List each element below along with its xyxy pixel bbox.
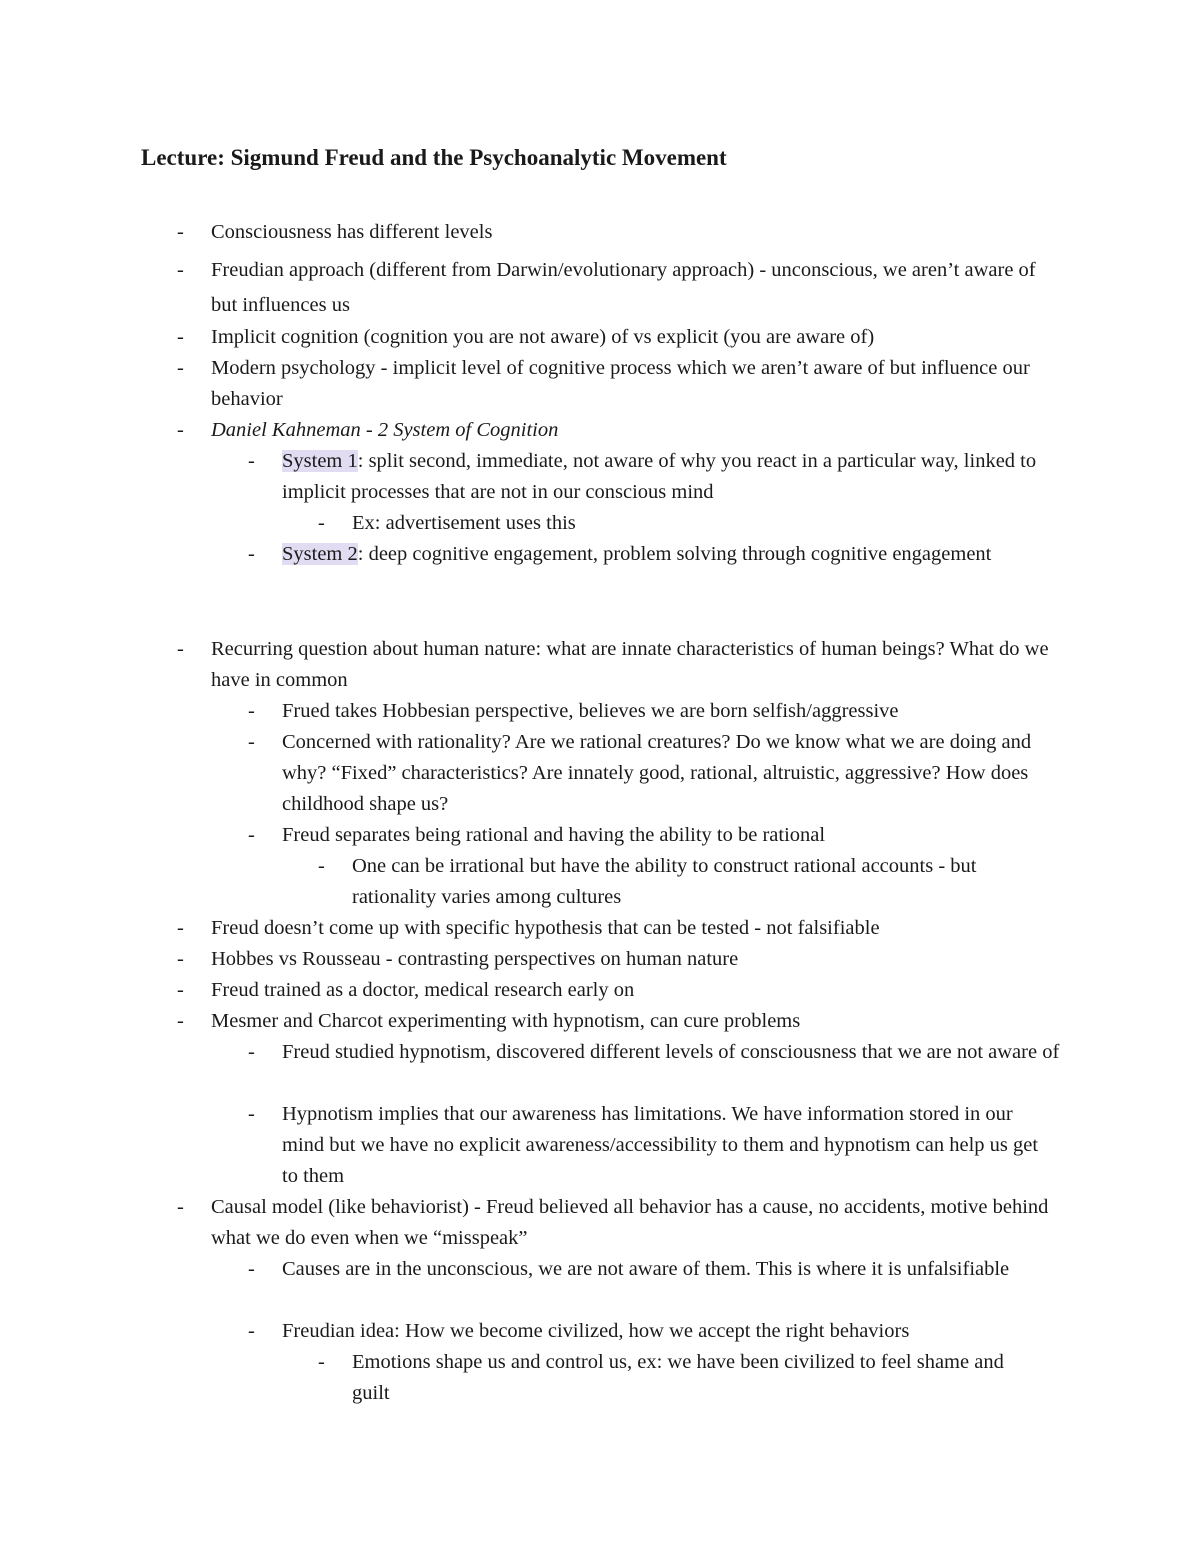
list-item-text: Freud studied hypnotism, discovered different levels of consciousness that we are not aware of bbox=[282, 1041, 1060, 1063]
page-title: Lecture: Sigmund Freud and the Psychoanalytic Movement bbox=[141, 145, 727, 170]
list-item bbox=[248, 539, 1002, 570]
list-item-text: Freud doesn’t come up with specific hypothesis that can be tested - not falsifiable bbox=[211, 917, 880, 939]
list-item-text: Ex: advertisement uses this bbox=[352, 512, 576, 534]
list-item-text: Recurring question about human nature: what are innate characteristics of human beings? What do we have in common bbox=[211, 638, 1049, 691]
list-item-text: Concerned with rationality? Are we rational creatures? Do we know what we are doing and why? “Fixed” characteristics? Are innately good, rational, altruistic, aggressive? How does childhood shape us? bbox=[282, 731, 1032, 815]
list-item-text: Freudian approach (different from Darwin/evolutionary approach) - unconscious, we aren’t aware of but influences us bbox=[211, 259, 1036, 316]
bullet-dash: - bbox=[248, 450, 255, 472]
list-item bbox=[177, 415, 1041, 446]
list-item-text: Freudian idea: How we become civilized, how we accept the right behaviors bbox=[282, 1320, 910, 1342]
list-item bbox=[177, 217, 1071, 248]
bullet-dash: - bbox=[318, 855, 325, 877]
list-item-text: Implicit cognition (cognition you are not aware) of vs explicit (you are aware of) bbox=[211, 326, 875, 348]
bullet-dash: - bbox=[177, 259, 184, 281]
list-item-text: Freud trained as a doctor, medical research early on bbox=[211, 979, 635, 1001]
list-item-text: : split second, immediate, not aware of why you react in a particular way, linked to implicit processes that are not in our conscious mind bbox=[282, 450, 1037, 503]
list-item-text: Consciousness has different levels bbox=[211, 221, 493, 243]
list-item-text: Causes are in the unconscious, we are not aware of them. This is where it is unfalsifiable bbox=[282, 1258, 1010, 1280]
list-item bbox=[318, 508, 1052, 539]
list-item-text: Causal model (like behaviorist) - Freud believed all behavior has a cause, no accidents, motive behind what we do even when we “misspeak” bbox=[211, 1196, 1049, 1249]
list-item bbox=[248, 1254, 1042, 1285]
bullet-dash: - bbox=[177, 979, 184, 1001]
bullet-dash: - bbox=[248, 1103, 255, 1125]
bullet-dash: - bbox=[177, 357, 184, 379]
bullet-dash: - bbox=[177, 1196, 184, 1218]
list-item bbox=[177, 975, 1071, 1006]
list-item bbox=[248, 1316, 1072, 1347]
bullet-dash: - bbox=[318, 512, 325, 534]
list-item-text: Mesmer and Charcot experimenting with hypnotism, can cure problems bbox=[211, 1010, 801, 1032]
list-item bbox=[318, 851, 1042, 913]
list-item bbox=[177, 1006, 1071, 1037]
list-item-text: Frued takes Hobbesian perspective, believes we are born selfish/aggressive bbox=[282, 700, 899, 722]
bullet-dash: - bbox=[318, 1351, 325, 1373]
list-item-text: Freud separates being rational and having the ability to be rational bbox=[282, 824, 826, 846]
bullet-dash: - bbox=[248, 731, 255, 753]
bullet-dash: - bbox=[248, 1320, 255, 1342]
list-item bbox=[318, 1347, 1032, 1409]
bullet-dash: - bbox=[248, 1041, 255, 1063]
list-item bbox=[248, 446, 1042, 508]
list-item-text: Hypnotism implies that our awareness has limitations. We have information stored in our mind but we have no explicit awareness/accessibility to them and hypnotism can help us get to them bbox=[282, 1103, 1039, 1187]
bullet-dash: - bbox=[248, 824, 255, 846]
list-item-text: Daniel Kahneman - 2 System of Cognition bbox=[211, 419, 559, 441]
list-item bbox=[248, 1037, 1072, 1068]
list-item-text: One can be irrational but have the ability to construct rational accounts - but rationality varies among cultures bbox=[352, 855, 977, 908]
list-item-text: Hobbes vs Rousseau - contrasting perspectives on human nature bbox=[211, 948, 739, 970]
list-item bbox=[248, 820, 1062, 851]
highlighted-label: System 1 bbox=[282, 450, 358, 472]
list-item bbox=[248, 696, 1062, 727]
list-item-text: Modern psychology - implicit level of cognitive process which we aren’t aware of but influence our behavior bbox=[211, 357, 1030, 410]
bullet-dash: - bbox=[177, 948, 184, 970]
highlighted-label: System 2 bbox=[282, 543, 358, 565]
list-item bbox=[177, 322, 1071, 353]
list-item-text: : deep cognitive engagement, problem solving through cognitive engagement bbox=[357, 543, 992, 565]
bullet-dash: - bbox=[248, 700, 255, 722]
bullet-dash: - bbox=[177, 638, 184, 660]
list-item bbox=[177, 944, 1071, 975]
list-item bbox=[177, 253, 1041, 323]
bullet-dash: - bbox=[248, 1258, 255, 1280]
list-item bbox=[177, 913, 1071, 944]
bullet-dash: - bbox=[177, 419, 184, 441]
list-item bbox=[177, 353, 1041, 415]
list-item bbox=[248, 1099, 1042, 1192]
list-item bbox=[248, 727, 1062, 820]
bullet-dash: - bbox=[177, 917, 184, 939]
bullet-dash: - bbox=[177, 221, 184, 243]
bullet-dash: - bbox=[177, 1010, 184, 1032]
bullet-dash: - bbox=[177, 326, 184, 348]
list-item bbox=[177, 634, 1071, 696]
list-item bbox=[177, 1192, 1061, 1254]
bullet-dash: - bbox=[248, 543, 255, 565]
list-item-text: Emotions shape us and control us, ex: we have been civilized to feel shame and guilt bbox=[352, 1351, 1004, 1404]
